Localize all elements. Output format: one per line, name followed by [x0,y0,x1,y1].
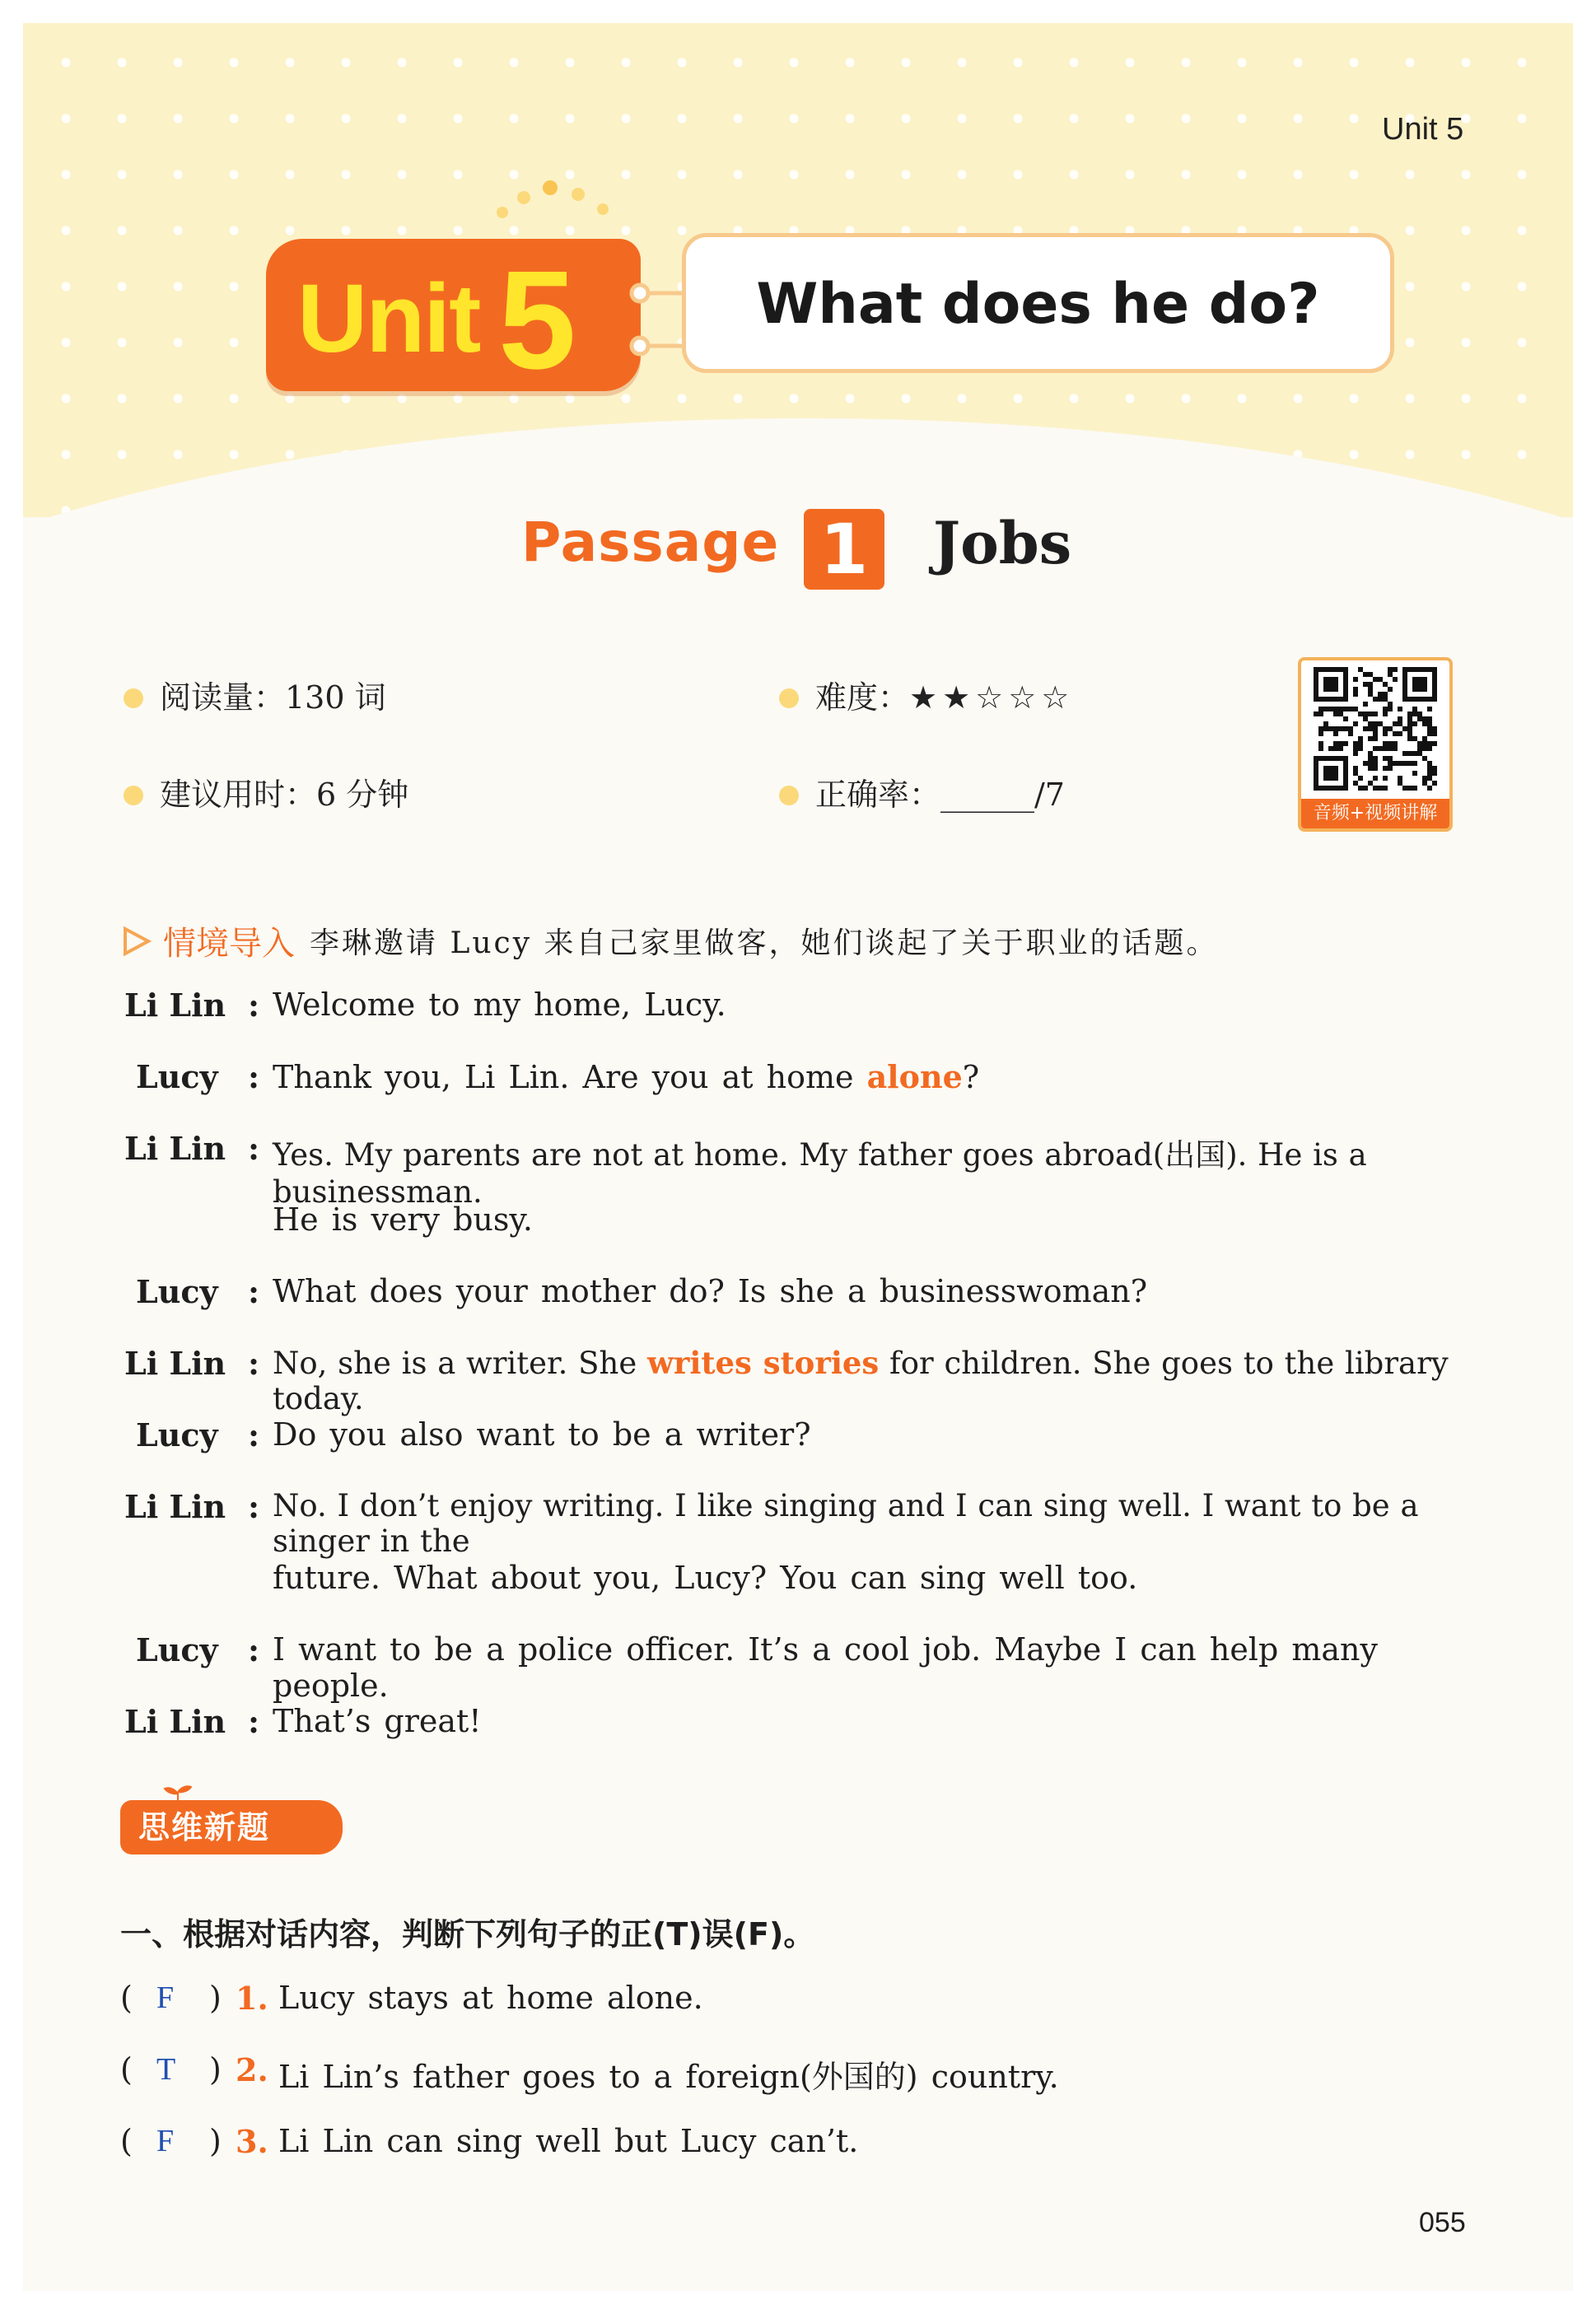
passage-title: Jobs [933,509,1072,577]
difficulty-stars: ★★☆☆☆ [909,679,1075,716]
question-number: 1. [236,1980,268,2017]
highlight-phrase: writes stories [647,1345,880,1381]
speech: Do you also want to be a writer? [273,1416,811,1453]
intro-label: 情境导入 [163,925,295,963]
speech: Yes. My parents are not at home. My father goes abroad(出国). He is a businessman. [273,1137,1367,1210]
speech: No, she is a writer. She writes stories for children. She goes to the library today. [273,1345,1449,1416]
answer-field[interactable]: T [156,2052,176,2087]
qr-code[interactable] [1298,657,1453,832]
exercise-instruction: 一、根据对话内容，判断下列句子的正(T)误(F)。 [120,1916,815,1952]
speech: I want to be a police officer. It’s a cool job. Maybe I can help many people. [273,1631,1378,1704]
passage-number: 1 [804,509,884,590]
unit-word: Unit [297,264,480,373]
speech: future. What about you, Lucy? You can sing well too. [273,1560,1138,1596]
qr-code-icon [1301,660,1449,800]
speaker: Lucy [136,1273,218,1310]
qr-caption: 音频+视频讲解 [1301,799,1449,828]
triangle-arrow-icon [120,925,153,958]
highlight-word: alone [866,1058,963,1095]
speaker: Li Lin [124,1130,226,1167]
speech: He is very busy. [273,1201,533,1238]
bullet-icon [124,688,143,708]
reading-amount: 阅读量：130 词 [124,672,386,717]
question-text: Li Lin’s father goes to a foreign(外国的) country. [278,2059,1059,2095]
accuracy: 正确率：______/7 [779,769,1065,814]
context-intro [120,917,1218,964]
question-text: Li Lin can sing well but Lucy can’t. [278,2123,859,2159]
running-head: Unit 5 [1382,112,1464,147]
speaker: Li Lin [124,1703,226,1740]
bullet-icon [779,786,799,805]
speech: What does your mother do? Is she a businesswoman? [273,1273,1148,1309]
speech: Welcome to my home, Lucy. [273,987,726,1023]
bullet-icon [779,688,799,708]
answer-field[interactable]: F [156,1980,175,2015]
unit-title: What does he do? [756,272,1320,337]
intro-text: 李琳邀请 Lucy 来自己家里做客，她们谈起了关于职业的话题。 [310,926,1219,960]
speaker: Li Lin [124,1345,226,1382]
question-number: 2. [236,2051,268,2088]
page: Unit 5 Unit 5 What does he do? Passage 1 Jobs 阅读量：130 词 建议用时：6 分钟 难度：★★☆☆☆ 正确率：______/7 音频+视频讲解 情境导入 李琳邀请 Lucy 来自己家里做客，她们谈起了关于职业的话题。 Li Lin : Welcome to my home, Lucy. Lucy : Thank you, Li Lin. Are you at home alone? Li Lin : Yes. My parents are not at home. My father goes abroad(出国). He is a businessman. He is very busy. Lucy : What does your mother do? Is she a businesswoman? Li Lin : No, she is a writer. She writes stories for children. She goes to the library today. Lucy : Do you also want to be a writer? Li Lin : No. I don’t enjoy writing. I like singing and I can sing well. I want to be a singer in the future. What about you, Lucy? You can sing well too. Lucy : I want to be a police officer. It’s a cool job. Maybe I can help many people. Li Lin : That’s great! 思维新题 一、根据对话内容，判断下列句子的正(T)误(F)。 ( F ) 1. Lucy stays at home alone. ( T ) 2. Li Lin’s father goes to a foreign(外国的) country. ( F ) 3. Li Lin can sing well but Lucy can’t. 055 [23,23,1573,2291]
speaker: Li Lin [124,987,226,1024]
speech: That’s great! [273,1703,482,1739]
question-number: 3. [236,2123,268,2160]
unit-number: 5 [498,242,576,399]
suggested-time: 建议用时：6 分钟 [124,769,408,814]
speaker: Lucy [136,1631,218,1668]
speaker: Li Lin [124,1488,226,1525]
speech: No. I don’t enjoy writing. I like singing and I can sing well. I want to be a singer in the [273,1488,1419,1559]
page-number: 055 [1419,2207,1466,2238]
speech: Thank you, Li Lin. Are you at home alone? [273,1058,980,1095]
speaker: Lucy [136,1416,218,1453]
unit-title-box [682,233,1394,373]
unit-badge [266,239,641,399]
question-text: Lucy stays at home alone. [278,1980,703,2016]
bullet-icon [124,786,143,805]
answer-field[interactable]: F [156,2124,175,2158]
sun-dots-icon [484,180,632,221]
difficulty: 难度：★★☆☆☆ [779,672,1074,717]
speaker: Lucy [136,1058,218,1095]
section-tag: 思维新题 [120,1800,343,1854]
passage-label: Passage [521,511,780,574]
